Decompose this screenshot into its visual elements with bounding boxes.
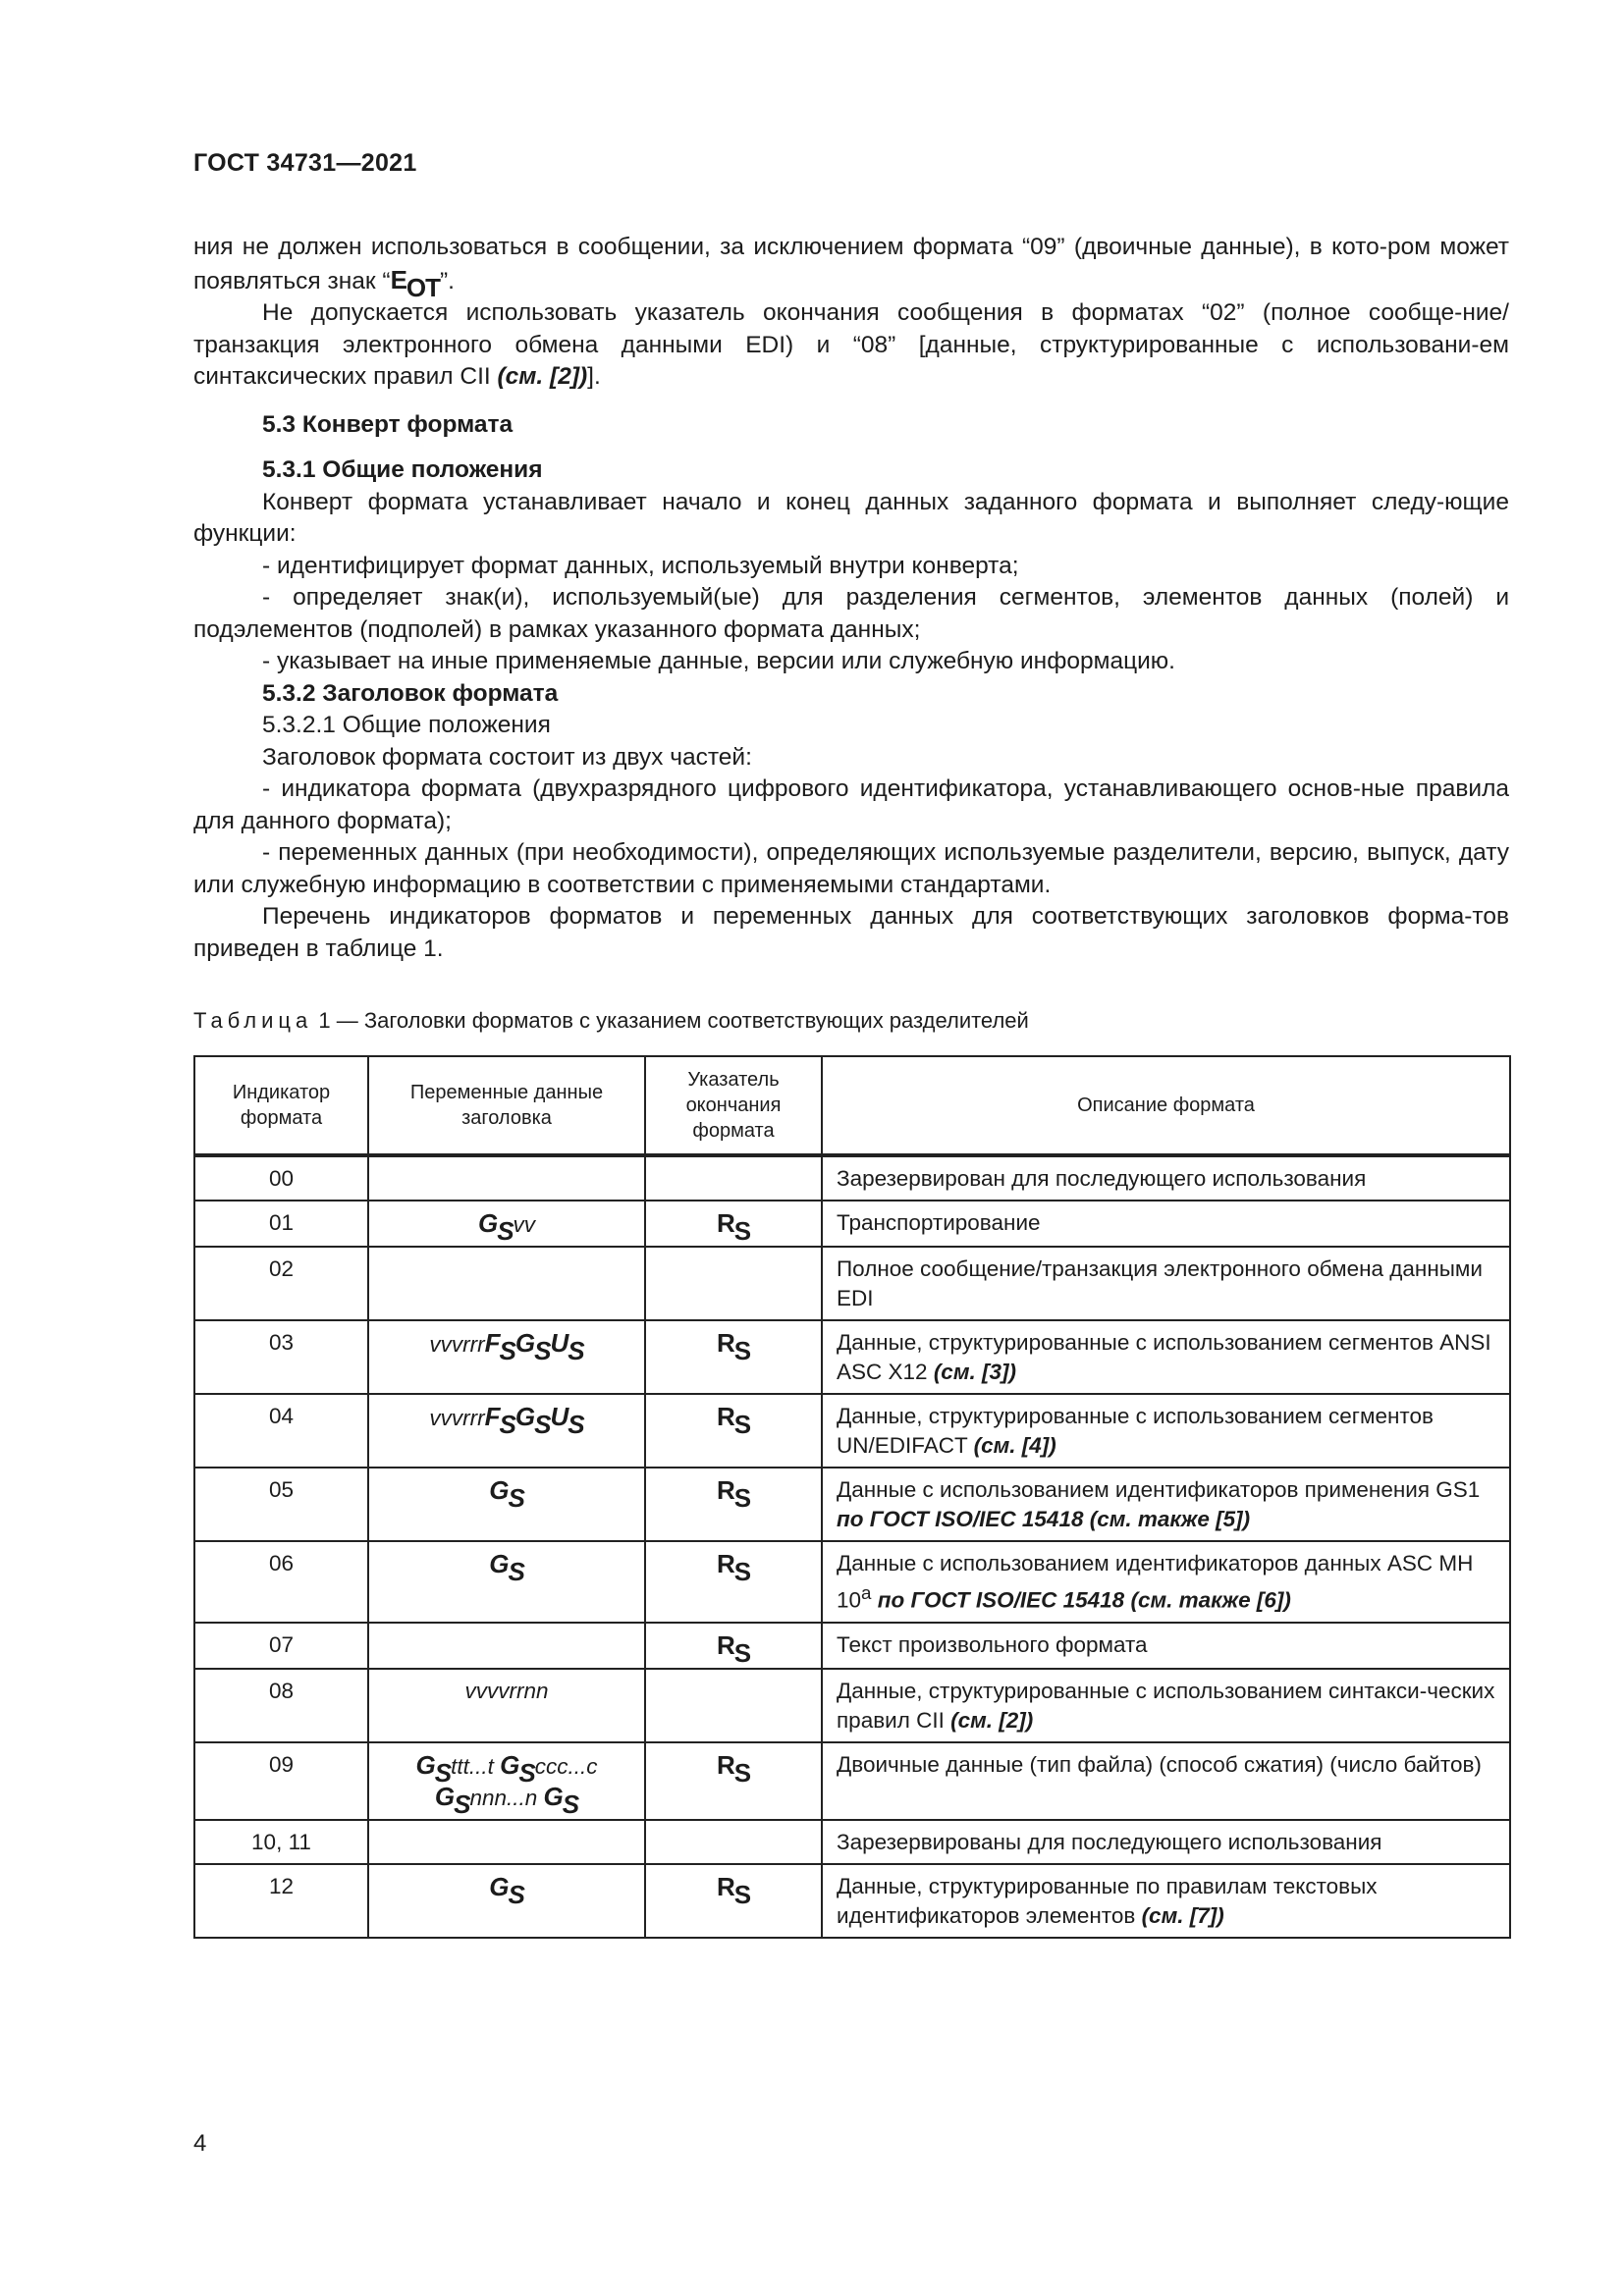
- terminator-cell: [645, 1864, 822, 1938]
- variable-cell: [368, 1468, 645, 1541]
- indicator-cell: 08: [194, 1669, 368, 1742]
- us-symbol: $U_S$: [550, 1328, 584, 1365]
- gs-symbol: $G_S$: [500, 1749, 535, 1788]
- paragraph-header-parts: Заголовок формата состоит из двух частей:: [262, 743, 752, 771]
- description-cell: Полное сообщение/транзакция электронного обмена данными EDI: [822, 1247, 1510, 1320]
- description-cell: Зарезервирован для последующего использования: [822, 1155, 1510, 1201]
- eot-symbol: $E_{OT}$: [390, 264, 441, 302]
- paragraph-envelope: Конверт формата устанавливает начало и конец данных заданного формата и выполняет следу-ющие функции:: [193, 488, 1509, 547]
- terminator-cell: [645, 1820, 822, 1864]
- variable-cell: [368, 1623, 645, 1669]
- description-cell: Данные, структурированные с использованием синтакси-ческих правил CII (см. [2]): [822, 1669, 1510, 1742]
- us-symbol: $U_S$: [550, 1402, 584, 1439]
- indicator-cell: 00: [194, 1155, 368, 1201]
- rs-symbol: $R_S$: [716, 1549, 751, 1586]
- gs-symbol: $G_S$: [489, 1871, 524, 1909]
- terminator-cell: [645, 1623, 822, 1669]
- fs-symbol: $F_S$: [484, 1328, 515, 1365]
- variable-cell: $vvvrrrF_SG_SU_S$: [368, 1394, 645, 1468]
- gs-symbol: $G_S$: [477, 1208, 514, 1246]
- terminator-cell: [645, 1320, 822, 1394]
- table-row: [194, 1468, 1510, 1541]
- table-row: [194, 1320, 1510, 1394]
- table-row: [194, 1201, 1510, 1247]
- rs-symbol: $R_S$: [716, 1749, 751, 1788]
- gs-symbol: $G_S$: [543, 1781, 579, 1819]
- description-cell: Зарезервированы для последующего использования: [822, 1820, 1510, 1864]
- list-item: - индикатора формата (двухразрядного цифрового идентификатора, устанавливающего основ-ные правила для данного формата);: [193, 775, 1509, 834]
- terminator-cell: [645, 1247, 822, 1320]
- document-header: ГОСТ 34731—2021: [193, 149, 417, 177]
- variable-cell: [368, 1864, 645, 1938]
- description-cell: Данные, структурированные с использованием сегментов ANSI ASC X12 (см. [3]): [822, 1320, 1510, 1394]
- table-row: [194, 1820, 1510, 1864]
- terminator-cell: [645, 1669, 822, 1742]
- reference-link: (см. [2]): [497, 363, 588, 390]
- indicator-cell: 02: [194, 1247, 368, 1320]
- gs-symbol: $G_S$: [514, 1402, 551, 1439]
- rs-symbol: $R_S$: [716, 1629, 751, 1668]
- column-header-indicator: Индикатор формата: [194, 1056, 368, 1155]
- indicator-cell: 07: [194, 1623, 368, 1669]
- description-cell: Данные с использованием идентификаторов данных ASC MH 10$^a$ по ГОСТ ISO/IEC 15418 (см. также [6]): [822, 1541, 1510, 1623]
- list-item: - определяет знак(и), используемый(ые) для разделения сегментов, элементов данных (полей) и подэлементов (подполей) в рамках указанного формата данных;: [193, 584, 1509, 643]
- table-row: [194, 1864, 1510, 1938]
- paragraph-table-reference: Перечень индикаторов форматов и переменных данных для соответствующих заголовков форма-тов приведен в таблице 1.: [193, 903, 1509, 962]
- variable-cell: [368, 1541, 645, 1623]
- gs-symbol: $G_S$: [514, 1328, 551, 1365]
- variable-cell: $G_Svv$: [368, 1201, 645, 1247]
- gs-symbol: $G_S$: [415, 1749, 452, 1788]
- variable-cell: $G_Sttt...t$ $G_Sccc...c$ $G_Snnn...n$ $G_S$: [368, 1742, 645, 1820]
- gs-symbol: $G_S$: [434, 1781, 470, 1819]
- table-caption: Таблица 1 — Заголовки форматов с указанием соответствующих разделителей: [193, 1008, 1029, 1033]
- terminator-cell: [645, 1155, 822, 1201]
- indicator-cell: 09: [194, 1742, 368, 1820]
- list-item: - указывает на иные применяемые данные, версии или служебную информацию.: [262, 648, 1175, 674]
- description-cell: Транспортирование: [822, 1201, 1510, 1247]
- table-row: [194, 1623, 1510, 1669]
- section-heading-5-3: 5.3 Конверт формата: [262, 410, 514, 438]
- terminator-cell: [645, 1468, 822, 1541]
- table-row: [194, 1155, 1510, 1201]
- description-cell: Текст произвольного формата: [822, 1623, 1510, 1669]
- terminator-cell: [645, 1394, 822, 1468]
- indicator-cell: 12: [194, 1864, 368, 1938]
- list-item: - идентифицирует формат данных, используемый внутри конверта;: [262, 552, 1019, 579]
- rs-symbol: $R_S$: [716, 1402, 751, 1439]
- table-row: [194, 1742, 1510, 1820]
- table-header-row: [194, 1056, 1510, 1155]
- variable-cell: [368, 1820, 645, 1864]
- column-header-variable: Переменные данные заголовка: [368, 1056, 645, 1155]
- section-heading-5-3-2-1: 5.3.2.1 Общие положения: [262, 712, 551, 738]
- column-header-description: Описание формата: [822, 1056, 1510, 1155]
- indicator-cell: 06: [194, 1541, 368, 1623]
- variable-cell: [368, 1247, 645, 1320]
- page-number: 4: [193, 2130, 207, 2157]
- indicator-cell: 01: [194, 1201, 368, 1247]
- table-row: [194, 1541, 1510, 1623]
- body-text: [193, 232, 1509, 965]
- description-cell: Данные, структурированные по правилам текстовых идентификаторов элементов (см. [7]): [822, 1864, 1510, 1938]
- column-header-terminator: Указатель окончания формата: [645, 1056, 822, 1155]
- variable-cell: [368, 1155, 645, 1201]
- variable-cell: vvvvrrnn: [368, 1669, 645, 1742]
- gs-symbol: $G_S$: [489, 1475, 524, 1513]
- fs-symbol: $F_S$: [484, 1402, 515, 1439]
- description-cell: Двоичные данные (тип файла) (способ сжатия) (число байтов): [822, 1742, 1510, 1820]
- indicator-cell: 04: [194, 1394, 368, 1468]
- terminator-cell: [645, 1541, 822, 1623]
- list-item: - переменных данных (при необходимости), определяющих используемые разделители, версию, выпуск, дату или служебную информацию в соответствии с применяемыми стандартами.: [193, 839, 1509, 898]
- indicator-cell: 05: [194, 1468, 368, 1541]
- section-heading-5-3-2: 5.3.2 Заголовок формата: [262, 679, 559, 707]
- section-heading-5-3-1: 5.3.1 Общие положения: [262, 456, 543, 483]
- variable-cell: $vvvrrrF_SG_SU_S$: [368, 1320, 645, 1394]
- rs-symbol: $R_S$: [716, 1475, 751, 1513]
- table-row: [194, 1394, 1510, 1468]
- table-row: [194, 1247, 1510, 1320]
- rs-symbol: $R_S$: [716, 1208, 751, 1246]
- rs-symbol: $R_S$: [716, 1871, 751, 1909]
- gs-symbol: $G_S$: [489, 1549, 524, 1586]
- rs-symbol: $R_S$: [716, 1328, 751, 1365]
- terminator-cell: [645, 1201, 822, 1247]
- paragraph-terminator-restriction: Не допускается использовать указатель окончания сообщения в форматах “02” (полное сообще-ние/транзакция электронного обмена данными EDI) и “08” [данные, структурированные с использовани-ем синтаксических правил CII (см. [2])].: [193, 299, 1509, 390]
- indicator-cell: 03: [194, 1320, 368, 1394]
- description-cell: Данные, структурированные с использованием сегментов UN/EDIFACT (см. [4]): [822, 1394, 1510, 1468]
- description-cell: Данные с использованием идентификаторов применения GS1 по ГОСТ ISO/IEC 15418 (см. также [5]): [822, 1468, 1510, 1541]
- format-headers-table: [193, 1055, 1511, 1939]
- paragraph-continuation: ния не должен использоваться в сообщении, за исключением формата “09” (двоичные данные), в кото-ром может появляться знак “$E_{OT}$”.: [193, 234, 1509, 302]
- indicator-cell: 10, 11: [194, 1820, 368, 1864]
- table-row: [194, 1669, 1510, 1742]
- terminator-cell: [645, 1742, 822, 1820]
